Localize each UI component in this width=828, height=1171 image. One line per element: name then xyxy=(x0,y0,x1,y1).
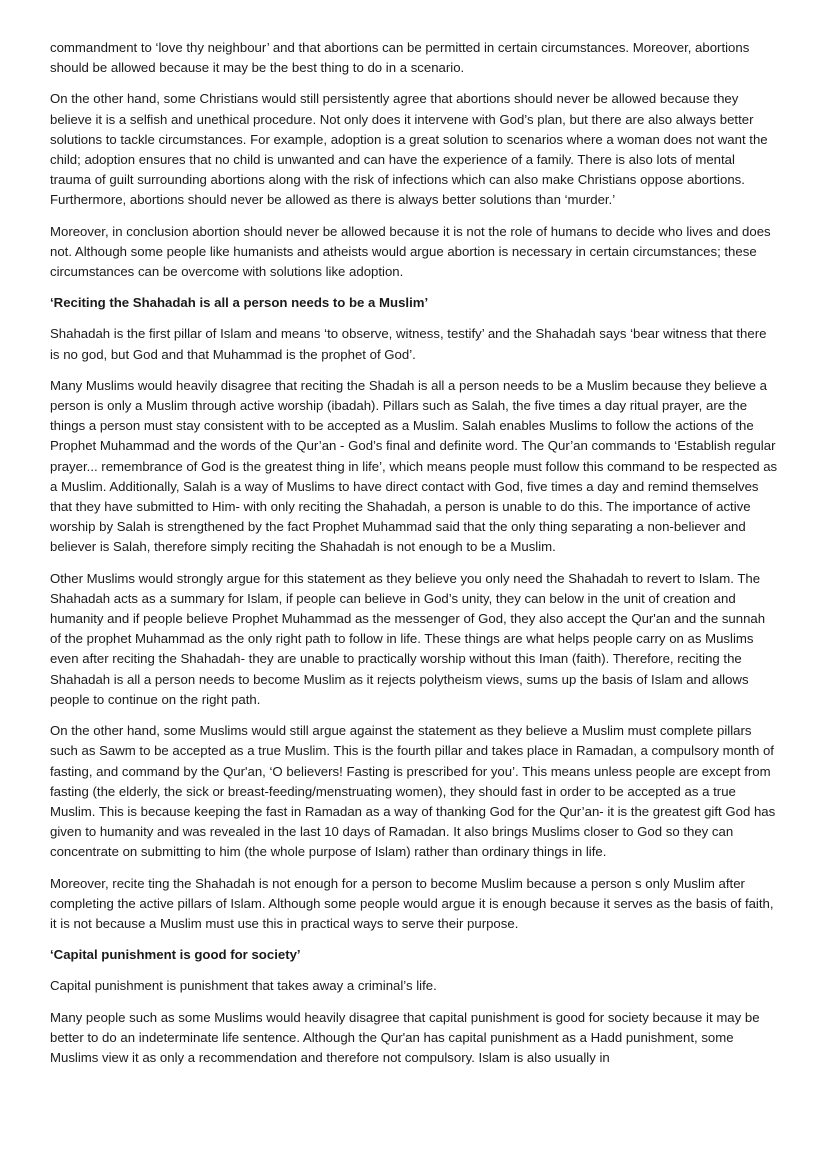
paragraph-shahadah-for: Other Muslims would strongly argue for this statement as they believe you only need the Shahadah to revert to Islam. The Shahadah acts as a summary for Islam, if people can believe in God’s unity, they can below in the unit of creation and humanity and if people believe Prophet Muhammad as the messenger of God, they also accept the Qur'an and the sunnah of the prophet Muhammad as the only right path to follow in life. These things are what helps people carry on as Muslims even after reciting the Shahadah- they are unable to practically worship without this Iman (faith). Therefore, reciting the Shahadah is all a person needs to become Muslim as it rejects polytheism views, sums up the basis of Islam and allows people to continue on the right path. xyxy=(50,570,766,707)
paragraph-capital-definition: Capital punishment is punishment that takes away a criminal’s life. xyxy=(50,978,437,994)
heading-shahadah: ‘Reciting the Shahadah is all a person needs to be a Muslim’ xyxy=(50,295,429,311)
paragraph-shahadah-definition: Shahadah is the first pillar of Islam and means ‘to observe, witness, testify’ and the Shahadah says ‘bear witness that there is no god, but God and that Muhammad is the prophet of God’. xyxy=(50,326,767,362)
paragraph-capital-against: Many people such as some Muslims would heavily disagree that capital punishment is good for society because it may be better to do an indeterminate life sentence. Although the Qur'an has capital punishment as a Hadd punishment, some Muslims view it as only a recommendation and therefore not compulsory. Islam is also usually in xyxy=(50,1009,760,1065)
heading-capital-punishment: ‘Capital punishment is good for society’ xyxy=(50,947,301,963)
paragraph-abortion-against: On the other hand, some Christians would still persistently agree that abortions should never be allowed because they believe it is a selfish and unethical procedure. Not only does it intervene with God’s plan, but there are also always better solutions to tackle circumstances. For example, adoption is a great solution to scenarios where a woman does not want the child; adoption ensures that no child is unwanted and can have the experience of a family. There is also lots of mental trauma of guilt surrounding abortions along with the risk of infections which can also make Christians oppose abortions. Furthermore, abortions should never be allowed as there is always better solutions than ‘murder.’ xyxy=(50,91,768,208)
paragraph-abortion-conclusion: Moreover, in conclusion abortion should never be allowed because it is not the role of humans to decide who lives and does not. Although some people like humanists and atheists would argue abortion is necessary in certain circumstances; these circumstances can be overcome with solutions like adoption. xyxy=(50,223,771,280)
paragraph-shahadah-sawm: On the other hand, some Muslims would still argue against the statement as they believe a Muslim must complete pillars such as Sawm to be accepted as a true Muslim. This is the fourth pillar and takes place in Ramadan, a compulsory month of fasting, and command by the Qur'an, ‘O believers! Fasting is prescribed for you’. This means unless people are except from fasting (the elderly, the sick or breast-feeding/menstruating women), they should fast in order to be accepted as a true Muslim. This is because keeping the fast in Ramadan as a way of thanking God for the Qur’an- it is the greatest gift God has given to humanity and was revealed in the last 10 days of Ramadan. It also brings Muslims closer to God so they can concentrate on submitting to him (the whole purpose of Islam) rather than ordinary things in life. xyxy=(50,723,776,860)
document-page xyxy=(50,38,778,1079)
paragraph-shahadah-salah: Many Muslims would heavily disagree that reciting the Shadah is all a person needs to be a Muslim because they believe a person is only a Muslim through active worship (ibadah). Pillars such as Salah, the five times a day ritual prayer, are the things a person must stay consistent with to be accepted as a Muslim. Salah enables Muslims to follow the actions of the Prophet Muhammad and the words of the Qur’an - God’s final and definite word. The Qur’an commands to ‘Establish regular prayer... remembrance of God is the greatest thing in life’, which means people must follow this command to be respected as a Muslim. Additionally, Salah is a way of Muslims to have direct contact with God, five times a day and remind themselves that they have submitted to Him- with only reciting the Shahadah, a person is unable to do this. The importance of active worship by Salah is strengthened by the fact Prophet Muhammad said that the only thing separating a non-believer and believer is Salah, therefore simply reciting the Shahadah is not enough to be a Muslim. xyxy=(50,377,778,555)
paragraph-abortion-intro: commandment to ‘love thy neighbour’ and that abortions can be permitted in certain circumstances. Moreover, abortions should be allowed because it may be the best thing to do in a scenario. xyxy=(50,40,750,76)
paragraph-shahadah-conclusion: Moreover, recite ting the Shahadah is not enough for a person to become Muslim because a person s only Muslim after completing the active pillars of Islam. Although some people would argue it is enough because it serves as the basis of faith, it is not because a Muslim must use this in practical ways to serve their purpose. xyxy=(50,875,774,931)
